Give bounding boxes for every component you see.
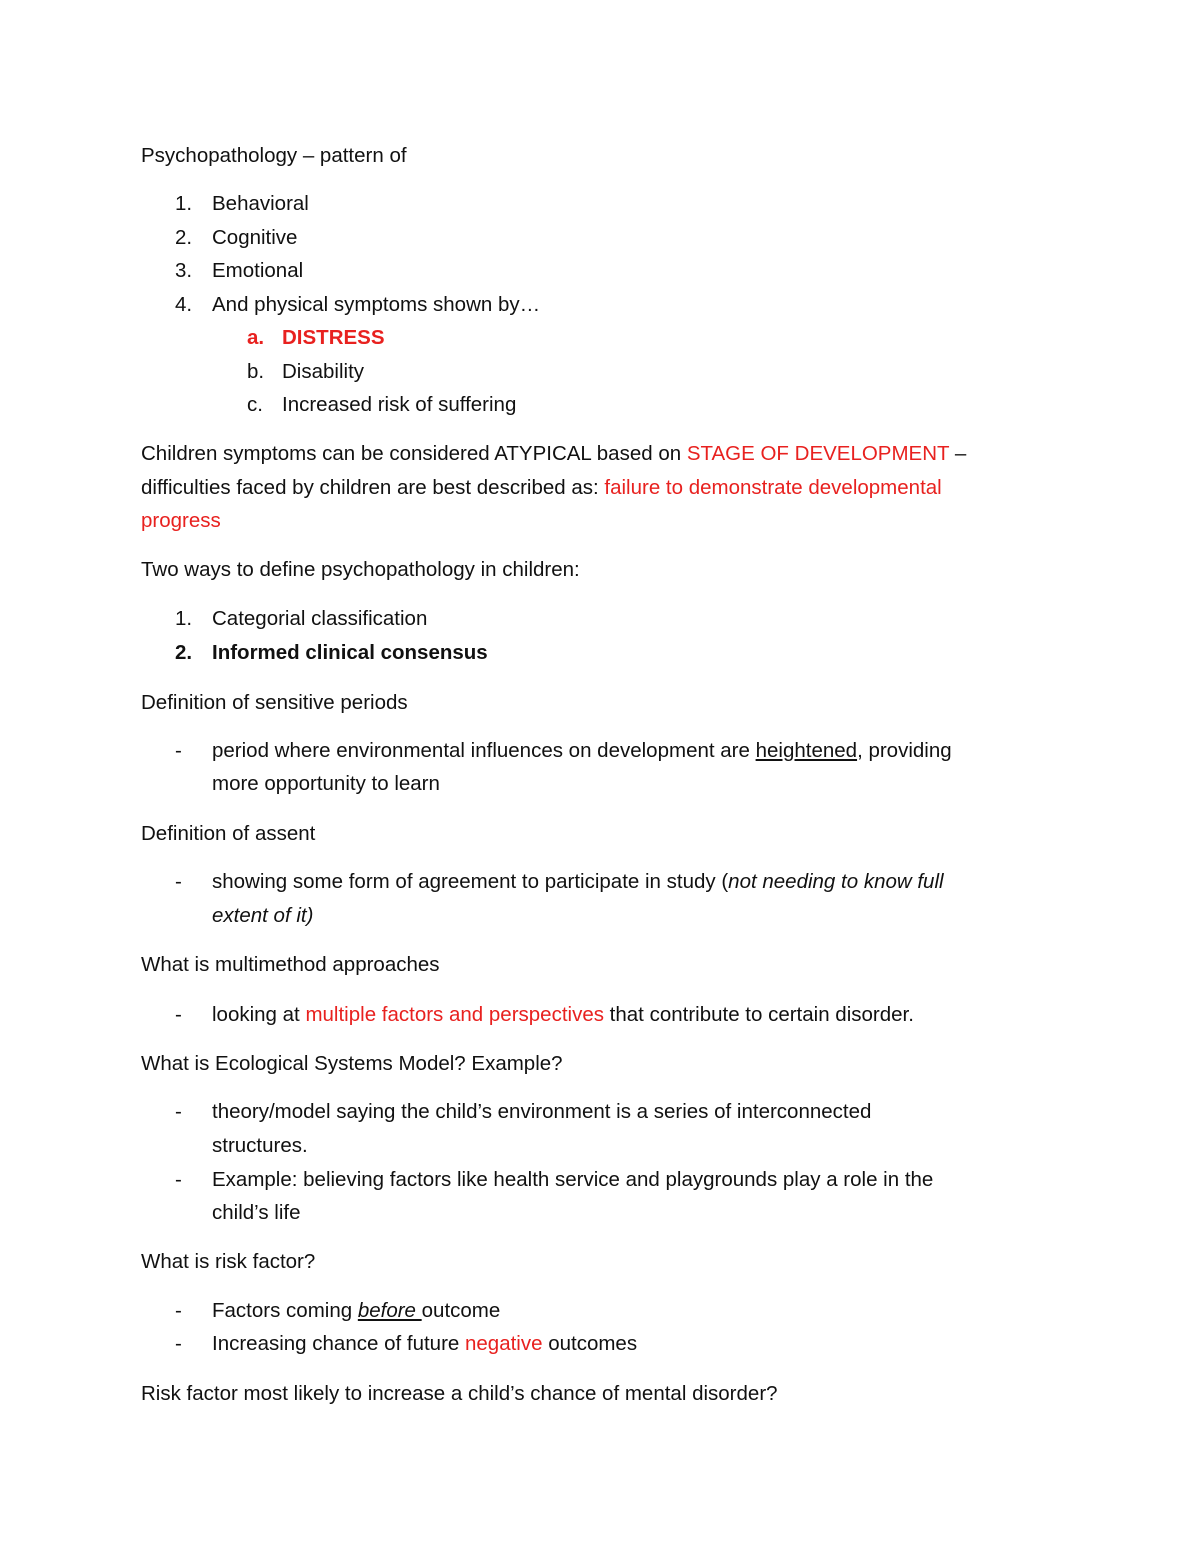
text-run: difficulties faced by children are best described as: [141, 476, 605, 499]
atypical-paragraph-line [141, 474, 942, 502]
text-run: – [949, 442, 967, 465]
list-item: Cognitive [212, 226, 298, 249]
text-run: outcome [421, 1299, 501, 1322]
section-heading: What is risk factor? [141, 1250, 316, 1273]
bullet-dash: - [175, 1299, 182, 1322]
list-number: 3. [175, 259, 193, 282]
highlight-text: multiple factors and perspectives [305, 1003, 604, 1026]
list-number: 2. [175, 641, 193, 664]
bullet-text: theory/model saying the child’s environment is a series of interconnected [212, 1100, 872, 1123]
section-heading: Risk factor most likely to increase a child’s chance of mental disorder? [141, 1382, 778, 1405]
bullet-text [212, 737, 952, 765]
sublist-item: Disability [282, 360, 365, 383]
italic-text: not needing to know full [728, 870, 944, 893]
section-heading: Definition of assent [141, 822, 316, 845]
bullet-text: Example: believing factors like health service and playgrounds play a role in the [212, 1168, 934, 1191]
bullet-dash: - [175, 870, 182, 893]
section-heading: Definition of sensitive periods [141, 691, 408, 714]
section-heading: Two ways to define psychopathology in children: [141, 558, 580, 581]
bullet-text [212, 868, 944, 896]
text-run: that contribute to certain disorder. [603, 1003, 914, 1026]
italic-text: extent of it) [212, 904, 314, 927]
text-run: Children symptoms can be considered ATYPICAL based on [141, 442, 687, 465]
bullet-dash: - [175, 1332, 182, 1355]
list-number: 2. [175, 226, 193, 249]
sublist-letter: a. [247, 326, 265, 349]
sublist-item: Increased risk of suffering [282, 393, 517, 416]
sublist-letter: c. [247, 393, 263, 416]
list-item: Informed clinical consensus [212, 641, 488, 664]
section-heading: What is multimethod approaches [141, 953, 440, 976]
text-run: Increasing chance of future [212, 1332, 465, 1355]
sublist-letter: b. [247, 360, 265, 383]
bullet-text: more opportunity to learn [212, 772, 440, 795]
bullet-dash: - [175, 739, 182, 762]
underlined-text: heightened [755, 739, 858, 762]
sublist-item-distress: DISTRESS [282, 326, 385, 349]
list-item: Categorial classification [212, 607, 428, 630]
atypical-paragraph-line [141, 440, 966, 468]
highlight-text: negative [465, 1332, 543, 1355]
text-run: period where environmental influences on development are [212, 739, 756, 762]
text-run: , providing [857, 739, 952, 762]
bullet-text [212, 1330, 637, 1358]
text-run: showing some form of agreement to participate in study ( [212, 870, 729, 893]
section-heading: What is Ecological Systems Model? Example? [141, 1052, 563, 1075]
list-item: And physical symptoms shown by… [212, 293, 541, 316]
list-number: 1. [175, 607, 193, 630]
text-run: outcomes [542, 1332, 638, 1355]
bullet-dash: - [175, 1168, 182, 1191]
bullet-text [212, 1001, 914, 1029]
highlight-text: progress [141, 509, 221, 532]
list-number: 1. [175, 192, 193, 215]
bullet-dash: - [175, 1003, 182, 1026]
list-item: Emotional [212, 259, 304, 282]
list-item: Behavioral [212, 192, 309, 215]
bullet-dash: - [175, 1100, 182, 1123]
text-run: looking at [212, 1003, 306, 1026]
text-run: Factors coming [212, 1299, 358, 1322]
list-number: 4. [175, 293, 193, 316]
italic-underlined-text: before [357, 1299, 422, 1322]
highlight-text: failure to demonstrate developmental [604, 476, 942, 499]
highlight-text: STAGE OF DEVELOPMENT [686, 442, 950, 465]
intro-heading: Psychopathology – pattern of [141, 144, 407, 167]
bullet-text: structures. [212, 1134, 308, 1157]
bullet-text [212, 1297, 500, 1325]
bullet-text: child’s life [212, 1201, 301, 1224]
